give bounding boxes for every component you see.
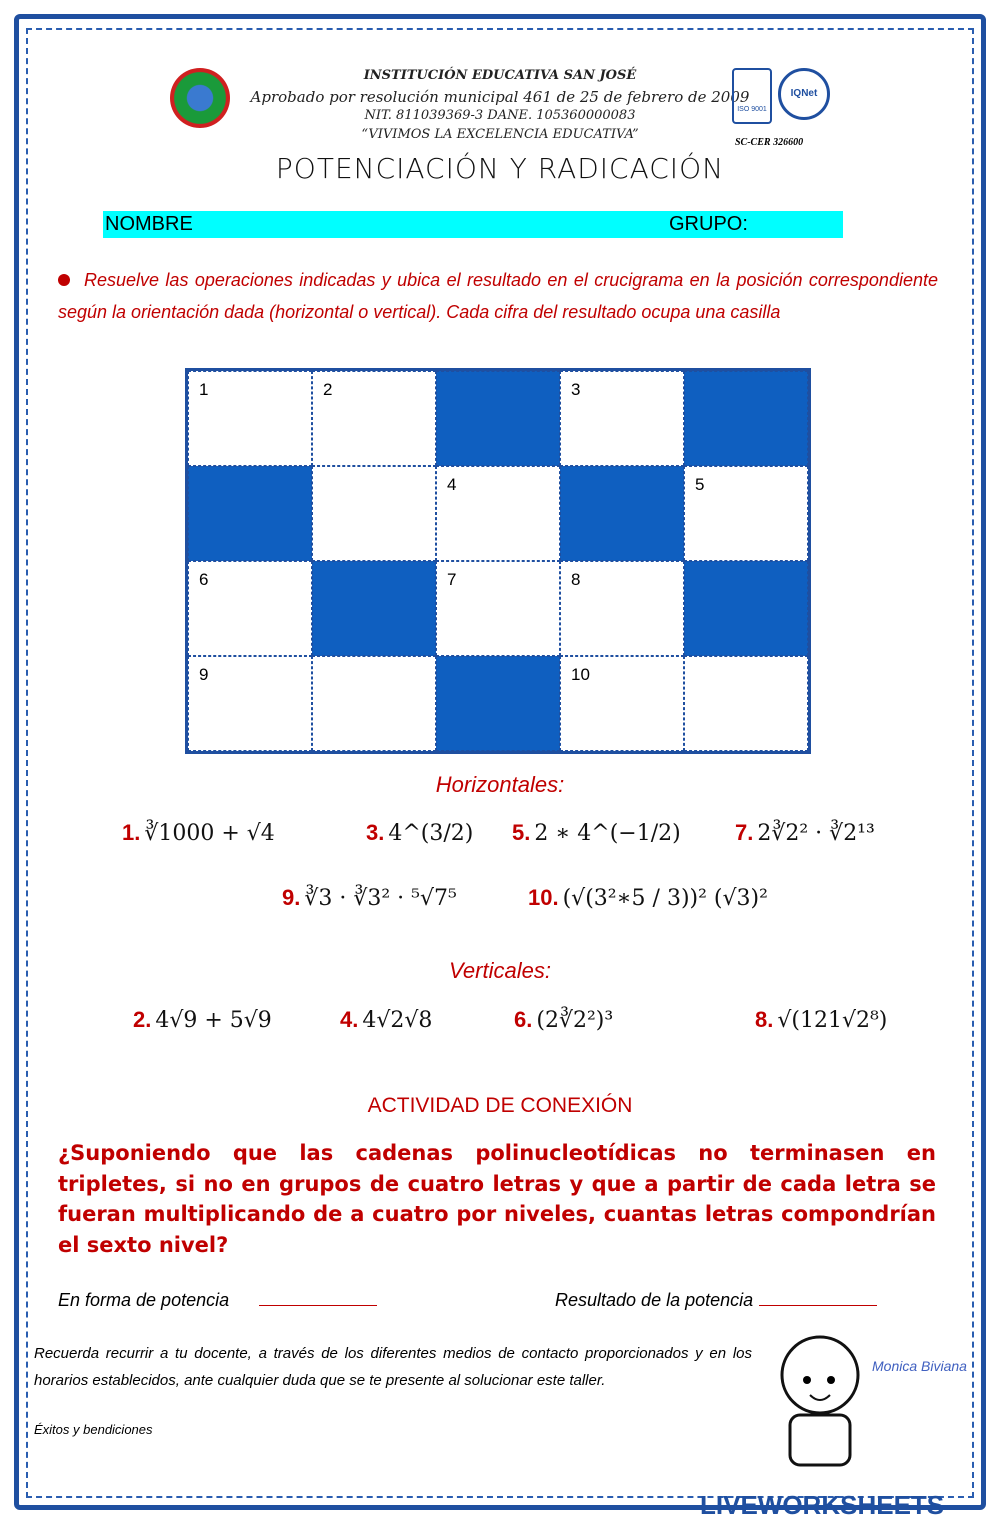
motto: “VIVIMOS LA EXCELENCIA EDUCATIVA”: [361, 127, 639, 142]
crossword-blocked-cell: [684, 561, 808, 656]
exercise-h1: 1. ∛1000 + √4: [122, 820, 275, 846]
exercise-h7: 7. 2∛2² · ∛2¹³: [735, 820, 875, 846]
exercise-v4: 4. 4√2√8: [340, 1007, 433, 1033]
cell-number: 6: [199, 570, 209, 589]
cell-number: 2: [323, 380, 333, 399]
power-field: En forma de potencia: [58, 1290, 377, 1311]
crossword-cell[interactable]: [436, 561, 560, 656]
crossword-cell[interactable]: [560, 561, 684, 656]
crossword-cell[interactable]: [188, 561, 312, 656]
result-answer-input[interactable]: [759, 1305, 877, 1306]
crossword-cell[interactable]: [560, 371, 684, 466]
exercise-h5: 5. 2 ∗ 4^(−1/2): [512, 820, 681, 846]
power-answer-input[interactable]: [259, 1305, 377, 1306]
cert-code: SC-CER 326600: [735, 137, 804, 148]
crossword-blocked-cell: [188, 466, 312, 561]
crossword-blocked-cell: [684, 371, 808, 466]
closing-text: Éxitos y bendiciones: [34, 1422, 153, 1437]
name-label: NOMBRE: [105, 213, 193, 235]
crossword-blocked-cell: [312, 561, 436, 656]
exercise-h10: 10. (√(3²∗5 / 3))² (√3)²: [528, 885, 768, 911]
instructions-text: Resuelve las operaciones indicadas y ubica el resultado en el crucigrama en la posición correspondiente según la orientación dada (horizontal o vertical). Cada cifra del resultado ocupa una casilla: [58, 270, 938, 322]
crossword-blocked-cell: [560, 466, 684, 561]
iso-logo: ISO 9001: [732, 68, 772, 124]
conexion-question: ¿Suponiendo que las cadenas polinucleotídicas no terminasen en tripletes, si no en grupos de cuatro letras y que a partir de cada letra se fueran multiplicando de a cuatro por niveles, cuantas letras compondrían el sexto nivel?: [58, 1141, 936, 1257]
exercise-v6: 6. (2∛2²)³: [514, 1007, 614, 1033]
reminder-note: Recuerda recurrir a tu docente, a través de los diferentes medios de contacto proporcionados y en los horarios establecidos, ante cualquier duda que se te presente al solucionar este taller.: [34, 1345, 752, 1389]
result-field: Resultado de la potencia: [555, 1290, 877, 1311]
crossword-grid: [185, 368, 811, 754]
girl-illustration-icon: [765, 1330, 865, 1480]
crossword-cell[interactable]: [560, 656, 684, 751]
cell-number: 8: [571, 570, 581, 589]
author-signature: Monica Biviana: [872, 1358, 967, 1374]
horizontales-title: Horizontales:: [435, 772, 565, 797]
cell-number: 4: [447, 475, 457, 494]
exercise-v8: 8. √(121√2⁸): [755, 1007, 888, 1033]
exercise-h9: 9. ∛3 · ∛3² · ⁵√7⁵: [282, 885, 457, 911]
cell-number: 10: [571, 665, 590, 684]
crossword-cell[interactable]: [188, 656, 312, 751]
group-label: GRUPO:: [669, 213, 748, 235]
page-title: POTENCIACIÓN Y RADICACIÓN: [275, 152, 725, 185]
liveworksheets-watermark: LIVEWORKSHEETS: [700, 1490, 945, 1520]
crossword-blocked-cell: [436, 656, 560, 751]
cell-number: 3: [571, 380, 581, 399]
inner-border: [26, 28, 974, 1498]
cell-number: 5: [695, 475, 705, 494]
crossword-blocked-cell: [436, 371, 560, 466]
bullet-icon: [58, 274, 70, 286]
approval-text: Aprobado por resolución municipal 461 de 25 de febrero de 2009: [250, 88, 750, 106]
exercise-h3: 3. 4^(3/2): [366, 820, 474, 846]
name-group-bar[interactable]: [103, 211, 843, 238]
crossword-cell[interactable]: [684, 656, 808, 751]
exercise-v2: 2. 4√9 + 5√9: [133, 1007, 272, 1033]
crossword-cell[interactable]: [312, 371, 436, 466]
crossword-cell[interactable]: [312, 466, 436, 561]
cell-number: 9: [199, 665, 209, 684]
cell-number: 1: [199, 380, 209, 399]
crossword-cell[interactable]: [684, 466, 808, 561]
verticales-title: Verticales:: [449, 958, 551, 983]
school-name: INSTITUCIÓN EDUCATIVA SAN JOSÉ: [363, 68, 637, 83]
ids-text: NIT. 811039369-3 DANE. 105360000083: [364, 108, 636, 123]
instructions: [58, 264, 938, 328]
conexion-title: ACTIVIDAD DE CONEXIÓN: [367, 1094, 633, 1117]
crossword-cell[interactable]: [312, 656, 436, 751]
cell-number: 7: [447, 570, 457, 589]
iqnet-logo: IQNet: [778, 68, 830, 120]
crossword-cell[interactable]: [188, 371, 312, 466]
crossword-cell[interactable]: [436, 466, 560, 561]
